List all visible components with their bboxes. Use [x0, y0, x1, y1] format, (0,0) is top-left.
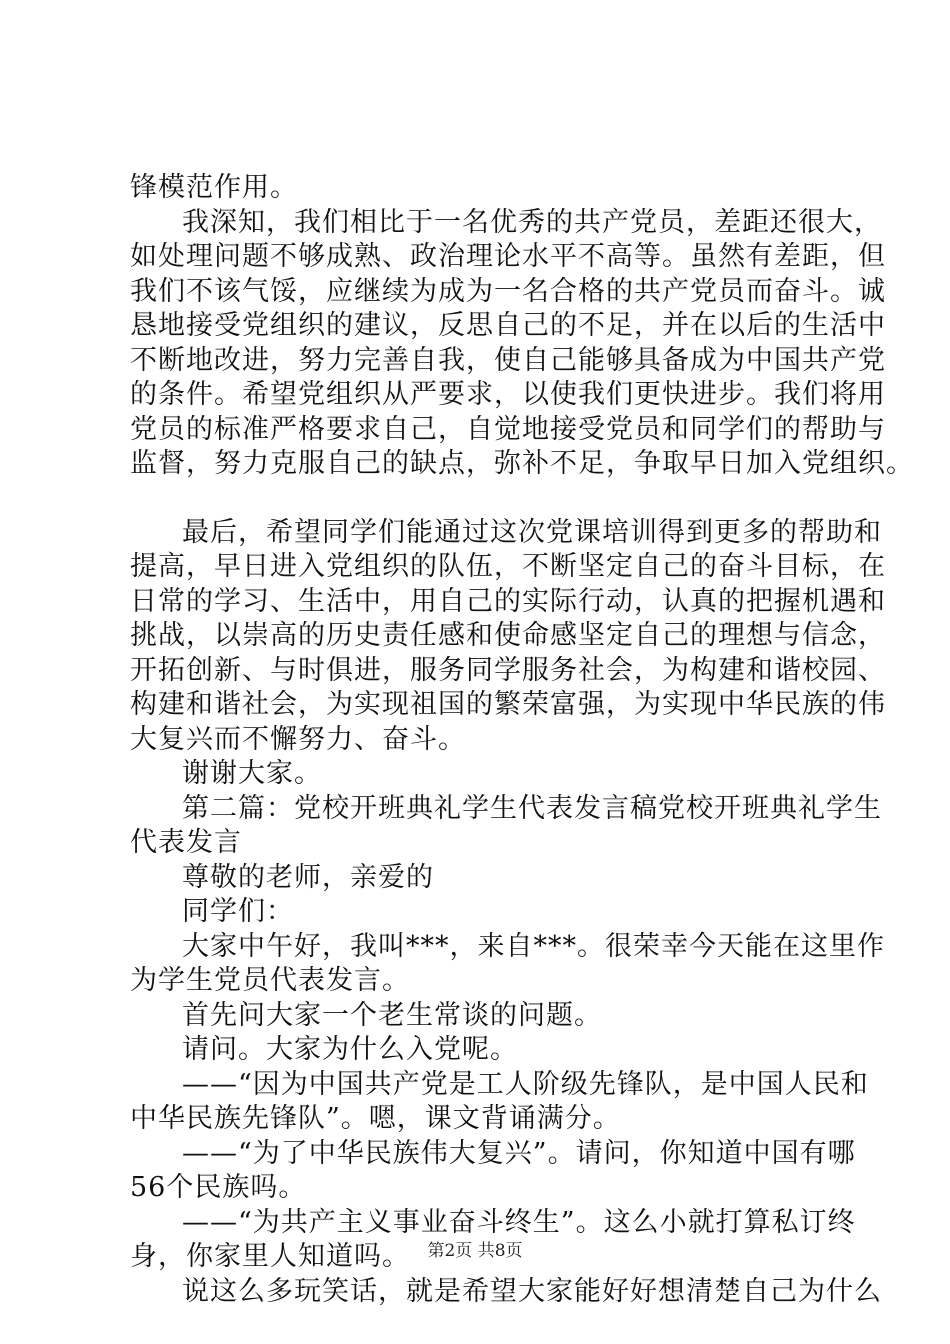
- text-line: 尊敬的老师，亲爱的: [182, 861, 434, 893]
- text-line: 请问。大家为什么入党呢。: [182, 1034, 518, 1065]
- section-heading: 第二篇：党校开班典礼学生代表发言稿党校开班典礼学生: [182, 792, 882, 824]
- document-body: [130, 171, 914, 1309]
- text-line: 挑战，以崇高的历史责任感和使命感坚定自己的理想与信念，: [130, 620, 886, 651]
- text-line: 恳地接受党组织的建议，反思自己的不足，并在以后的生活中: [130, 310, 886, 341]
- text-line: 锋模范作用。: [130, 172, 298, 203]
- text-line: 监督，努力克服自己的缺点，弥补不足，争取早日加入党组织。: [130, 448, 914, 479]
- page-number-footer: 第2页 共8页: [427, 1241, 523, 1261]
- text-line: 首先问大家一个老生常谈的问题。: [182, 999, 602, 1031]
- paragraph-gap: [130, 482, 850, 516]
- text-line: 我们不该气馁，应继续为成为一名合格的共产党员而奋斗。诚: [130, 275, 886, 307]
- text-line: 身，你家里人知道吗。: [130, 1241, 410, 1272]
- text-line: 我深知，我们相比于一名优秀的共产党员，差距还很大，: [182, 206, 882, 238]
- text-line: ——“为了中华民族伟大复兴”。请问，你知道中国有哪: [182, 1137, 856, 1169]
- text-line: 日常的学习、生活中，用自己的实际行动，认真的把握机遇和: [130, 585, 886, 617]
- text-line: 大家中午好，我叫***，来自***。很荣幸今天能在这里作: [182, 930, 885, 962]
- text-line: 谢谢大家。: [182, 758, 322, 789]
- section-heading-continued: 代表发言: [130, 827, 242, 858]
- text-line: 党员的标准严格要求自己，自觉地接受党员和同学们的帮助与: [130, 413, 886, 445]
- text-line: 如处理问题不够成熟、政治理论水平不高等。虽然有差距，但: [130, 241, 886, 272]
- text-line: 最后，希望同学们能通过这次党课培训得到更多的帮助和: [182, 516, 882, 548]
- text-line: 56个民族吗。: [130, 1172, 307, 1203]
- text-line: 同学们：: [182, 896, 294, 927]
- text-line: 开拓创新、与时俱进，服务同学服务社会，为构建和谐校园、: [130, 654, 886, 686]
- text-line: 大复兴而不懈努力、奋斗。: [130, 723, 466, 755]
- text-line: ——“因为中国共产党是工人阶级先锋队，是中国人民和: [182, 1068, 869, 1100]
- text-line: 构建和谐社会，为实现祖国的繁荣富强，为实现中华民族的伟: [130, 689, 886, 720]
- text-line: 说这么多玩笑话，就是希望大家能好好想清楚自己为什么: [182, 1275, 882, 1307]
- text-line: 不断地改进，努力完善自我，使自己能够具备成为中国共产党: [130, 344, 886, 376]
- text-line: 提高，早日进入党组织的队伍，不断坚定自己的奋斗目标，在: [130, 551, 886, 582]
- text-line: ——“为共产主义事业奋斗终生”。这么小就打算私订终: [182, 1206, 856, 1238]
- text-line: 为学生党员代表发言。: [130, 965, 410, 996]
- text-line: 中华民族先锋队”。嗯，课文背诵满分。: [130, 1103, 621, 1134]
- text-line: 的条件。希望党组织从严要求，以使我们更快进步。我们将用: [130, 379, 886, 410]
